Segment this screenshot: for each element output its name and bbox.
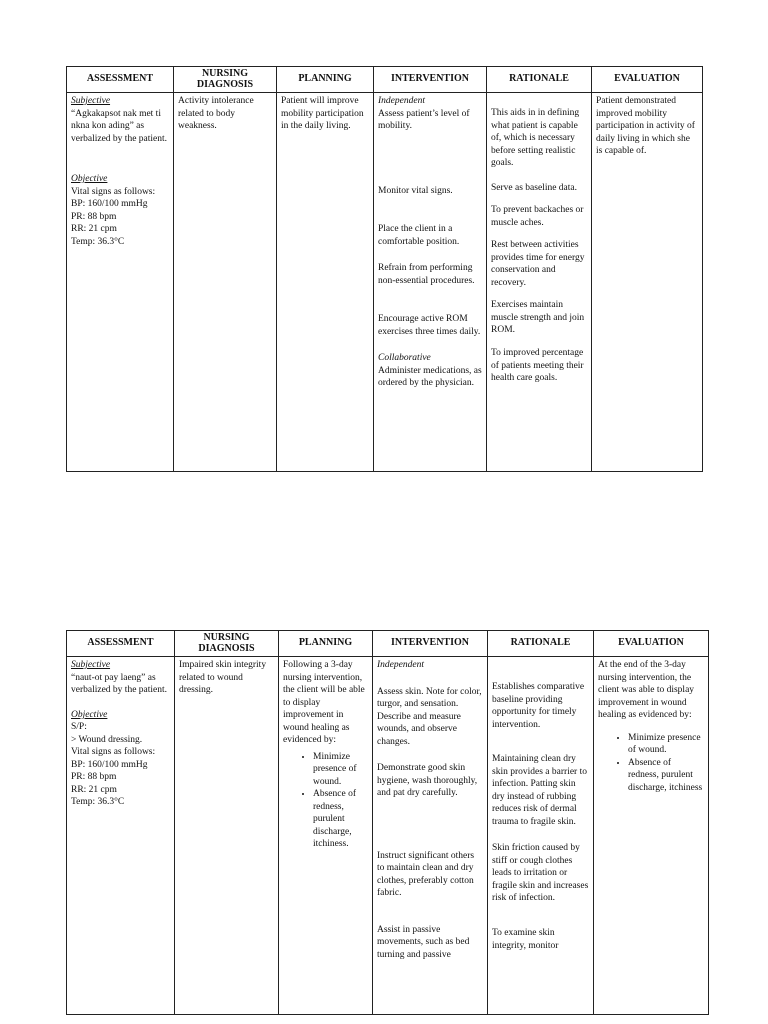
objective-line: Vital signs as follows: — [71, 186, 156, 197]
planning-cell — [279, 657, 373, 1015]
intervention-item: Assess patient’s level of mobility. — [378, 108, 470, 132]
rationale-item: Exercises maintain muscle strength and join ROM. — [491, 300, 585, 336]
rationale-item: Rest between activities provides time for energy conservation and recovery. — [491, 240, 585, 288]
planning-bullet: • Absence of redness, purulent discharge, itchiness. — [313, 788, 368, 851]
planning-text: Following a 3-day nursing intervention, the client will be able to display improvement in wound healing as evidenced by: — [283, 660, 365, 746]
evaluation-bullet-list — [598, 732, 704, 795]
header-planning: PLANNING — [277, 67, 374, 93]
header-nursing-diagnosis: NURSING DIAGNOSIS — [175, 631, 279, 657]
objective-line: Temp: 36.3°C — [71, 797, 125, 808]
independent-label: Independent — [377, 660, 424, 670]
subjective-label: Subjective — [71, 660, 111, 670]
objective-line: RR: 21 cpm — [71, 784, 117, 795]
objective-label: Objective — [71, 709, 108, 720]
intervention-item: Encourage active ROM exercises three times daily. — [378, 314, 481, 337]
objective-line: RR: 21 cpm — [71, 224, 117, 235]
intervention-item: Place the client in a comfortable position. — [378, 224, 460, 247]
subjective-text: “Agkakapsot nak met ti nkna kon ading” as verbalized by the patient. — [71, 108, 168, 144]
evaluation-text: At the end of the 3-day nursing intervention, the client was able to display improvement in wound healing as evidenced by: — [598, 660, 695, 721]
collaborative-label: Collaborative — [378, 353, 431, 364]
subjective-text: “naut-ot pay laeng” as verbalized by the patient. — [71, 672, 168, 696]
objective-line: S/P: — [71, 722, 87, 733]
diagnosis-cell — [174, 93, 277, 472]
intervention-item: Assist in passive movements, such as bed turning and passive — [377, 924, 470, 960]
intervention-item: Demonstrate good skin hygiene, wash thoroughly, and pat dry carefully. — [377, 763, 478, 799]
rationale-item: This aids in in defining what patient is capable of, which is necessary before setting realistic goals. — [491, 108, 580, 169]
rationale-cell — [487, 93, 592, 472]
diagnosis-text: Activity intolerance related to body weakness. — [178, 96, 254, 132]
intervention-item: Administer medications, as ordered by the physician. — [378, 365, 482, 389]
header-intervention: INTERVENTION — [374, 67, 487, 93]
rationale-item: Skin friction caused by stiff or cough clothes leads to irritation or fragile skin and increases risk of infection. — [492, 843, 589, 904]
subjective-label: Subjective — [71, 96, 111, 106]
rationale-item: Maintaining clean dry skin provides a barrier to infection. Patting skin dry instead of rubbing reduces risk of dermal trauma to fragile skin. — [492, 754, 587, 827]
objective-line: Temp: 36.3°C — [71, 236, 125, 247]
objective-line: Vital signs as follows: — [71, 747, 156, 758]
planning-bullet-list — [283, 751, 368, 851]
rationale-item: To prevent backaches or muscle aches. — [491, 205, 584, 228]
planning-cell — [277, 93, 374, 472]
intervention-item: Monitor vital signs. — [378, 185, 453, 196]
care-plan-table-1 — [66, 66, 703, 472]
rationale-item: Establishes comparative baseline providing opportunity for timely intervention. — [492, 682, 585, 730]
intervention-cell — [373, 657, 488, 1015]
intervention-cell — [374, 93, 487, 472]
objective-line: BP: 160/100 mmHg — [71, 199, 148, 210]
objective-label: Objective — [71, 174, 108, 185]
header-rationale: RATIONALE — [487, 67, 592, 93]
care-plan-table-2 — [66, 630, 709, 1015]
header-assessment: ASSESSMENT — [67, 631, 175, 657]
rationale-item: To improved percentage of patients meeting their health care goals. — [491, 347, 584, 384]
intervention-item: Instruct significant others to maintain clean and dry clothes, preferably cotton fabric. — [377, 850, 475, 899]
planning-bullet: • Minimize presence of wound. — [313, 751, 368, 789]
header-planning: PLANNING — [279, 631, 373, 657]
header-evaluation: EVALUATION — [592, 67, 703, 93]
rationale-item: Serve as baseline data. — [491, 182, 577, 193]
diagnosis-text: Impaired skin integrity related to wound dressing. — [179, 660, 267, 696]
rationale-cell — [488, 657, 594, 1015]
planning-text: Patient will improve mobility participation in the daily living. — [281, 96, 364, 132]
diagnosis-cell — [175, 657, 279, 1015]
assessment-cell — [67, 657, 175, 1015]
independent-label: Independent — [378, 96, 425, 106]
header-rationale: RATIONALE — [488, 631, 594, 657]
assessment-cell — [67, 93, 174, 472]
objective-line: PR: 88 bpm — [71, 211, 117, 222]
evaluation-bullet: • Minimize presence of wound. — [628, 732, 704, 757]
header-assessment: ASSESSMENT — [67, 67, 174, 93]
objective-line: PR: 88 bpm — [71, 772, 117, 783]
rationale-item: To examine skin integrity, monitor — [492, 927, 559, 951]
objective-line: > Wound dressing. — [71, 734, 143, 745]
evaluation-text: Patient demonstrated improved mobility participation in activity of daily living in which she is capable of. — [596, 96, 695, 157]
header-nursing-diagnosis: NURSING DIAGNOSIS — [174, 67, 277, 93]
evaluation-cell — [594, 657, 709, 1015]
header-intervention: INTERVENTION — [373, 631, 488, 657]
objective-line: BP: 160/100 mmHg — [71, 759, 148, 770]
intervention-item: Assess skin. Note for color, turgor, and sensation. Describe and measure wounds, and observe changes. — [377, 686, 482, 747]
evaluation-cell — [592, 93, 703, 472]
header-evaluation: EVALUATION — [594, 631, 709, 657]
evaluation-bullet: • Absence of redness, purulent discharge, itchiness — [628, 757, 704, 795]
intervention-item: Refrain from performing non-essential procedures. — [378, 263, 475, 286]
